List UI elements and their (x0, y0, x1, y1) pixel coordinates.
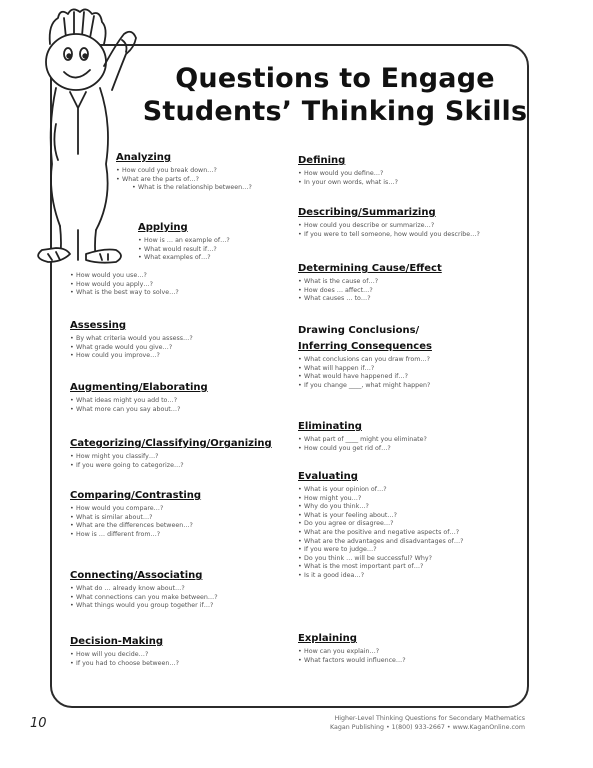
question-item: • What things would you group together if…? (70, 602, 218, 611)
question-item: • What is the cause of…? (298, 278, 442, 287)
section-heading-line-2: Inferring Consequences (298, 341, 432, 352)
section-applying (138, 222, 230, 263)
section-heading: Describing/Summarizing (298, 207, 436, 218)
section-heading: Determining Cause/Effect (298, 263, 442, 274)
page-number: 10 (30, 716, 47, 731)
section-heading: Analyzing (116, 152, 172, 163)
question-item: • What would result if…? (138, 246, 230, 255)
section-defining (298, 155, 398, 187)
question-item: • What will happen if…? (298, 365, 432, 374)
question-item: • How might you classify…? (70, 453, 272, 462)
question-item: • What grade would you give…? (70, 344, 193, 353)
page-title (140, 62, 530, 128)
section-assessing (70, 320, 193, 361)
question-item: • What would have happened if…? (298, 373, 432, 382)
title-line-2: Students’ Thinking Skills (142, 96, 528, 127)
question-item: • What ideas might you add to…? (70, 397, 208, 406)
question-item: • How does … affect…? (298, 287, 442, 296)
question-item: • What is the most important part of…? (298, 563, 463, 572)
section-decision-making (70, 636, 179, 668)
question-item: • What is your feeling about…? (298, 512, 463, 521)
section-heading: Assessing (70, 320, 127, 331)
question-item: • How could you improve…? (70, 352, 193, 361)
section-heading: Decision-Making (70, 636, 164, 647)
question-item: • Why do you think…? (298, 503, 463, 512)
question-item: • How is … an example of…? (138, 237, 230, 246)
question-item: • If you were to judge…? (298, 546, 463, 555)
section-connecting-associating (70, 570, 218, 611)
question-item: • By what criteria would you assess…? (70, 335, 193, 344)
question-item: • What do … already know about…? (70, 585, 218, 594)
section-heading: Comparing/Contrasting (70, 490, 202, 501)
question-item: • How might you…? (298, 495, 463, 504)
question-item: • What are the positive and negative aspects of…? (298, 529, 463, 538)
question-item: • What are the parts of…? (116, 176, 252, 185)
title-line-1: Questions to Engage (175, 63, 495, 94)
section-comparing-contrasting (70, 490, 201, 539)
question-item: • What connections can you make between…? (70, 594, 218, 603)
question-item: • Do you think … will be successful? Why? (298, 555, 463, 564)
section-heading: Augmenting/Elaborating (70, 382, 208, 393)
question-item: • What is similar about…? (70, 514, 201, 523)
question-item: • What part of ____ might you eliminate? (298, 436, 427, 445)
footer-line-2: Kagan Publishing • 1(800) 933-2667 • www.KaganOnline.com (330, 724, 525, 731)
question-item: • What are the differences between…? (70, 522, 201, 531)
section-heading: Defining (298, 155, 346, 166)
question-item: • If you were to tell someone, how would you describe…? (298, 231, 480, 240)
question-item: • How could you break down…? (116, 167, 252, 176)
question-item: • How could you describe or summarize…? (298, 222, 480, 231)
question-item: • What is the relationship between…? (116, 184, 252, 193)
question-item: • What is the best way to solve…? (70, 289, 179, 298)
section-analyzing (116, 152, 252, 193)
question-item: • How would you apply…? (70, 281, 179, 290)
section-eliminating (298, 421, 427, 453)
question-item: • How would you compare…? (70, 505, 201, 514)
question-item: • What factors would influence…? (298, 657, 406, 666)
question-item: • How will you decide…? (70, 651, 179, 660)
section-heading: Applying (138, 222, 188, 233)
question-item: • What causes … to…? (298, 295, 442, 304)
question-item: • If you were going to categorize…? (70, 462, 272, 471)
section-heading: Eliminating (298, 421, 362, 432)
question-item: • How is … different from…? (70, 531, 201, 540)
section-describing-summarizing (298, 207, 480, 239)
footer-line-1: Higher-Level Thinking Questions for Secondary Mathematics (334, 715, 525, 722)
question-item: • How could you get rid of…? (298, 445, 427, 454)
question-item: • Is it a good idea…? (298, 572, 463, 581)
section-determining-cause-effect (298, 263, 442, 304)
section-evaluating (298, 471, 463, 581)
question-item: • How would you use…? (70, 272, 179, 281)
footer-credits (275, 714, 525, 732)
question-item: • What conclusions can you draw from…? (298, 356, 432, 365)
section-heading: Evaluating (298, 471, 358, 482)
section-categorizing (70, 438, 272, 470)
question-item: • What is your opinion of…? (298, 486, 463, 495)
section-augmenting-elaborating (70, 382, 208, 414)
question-item: • How can you explain…? (298, 648, 406, 657)
section-explaining (298, 633, 406, 665)
section-drawing-conclusions (298, 325, 432, 390)
question-item: • What are the advantages and disadvantages of…? (298, 538, 463, 547)
question-item: • What more can you say about…? (70, 406, 208, 415)
question-item: • If you change ____, what might happen? (298, 382, 432, 391)
section-heading: Explaining (298, 633, 357, 644)
section-applying-continued (70, 272, 179, 298)
question-item: • Do you agree or disagree…? (298, 520, 463, 529)
question-item: • What examples of…? (138, 254, 230, 263)
section-heading: Connecting/Associating (70, 570, 203, 581)
question-item: • How would you define…? (298, 170, 398, 179)
question-item: • If you had to choose between…? (70, 660, 179, 669)
section-heading: Categorizing/Classifying/Organizing (70, 438, 272, 449)
section-heading: Drawing Conclusions/ (298, 325, 420, 336)
question-item: • In your own words, what is…? (298, 179, 398, 188)
